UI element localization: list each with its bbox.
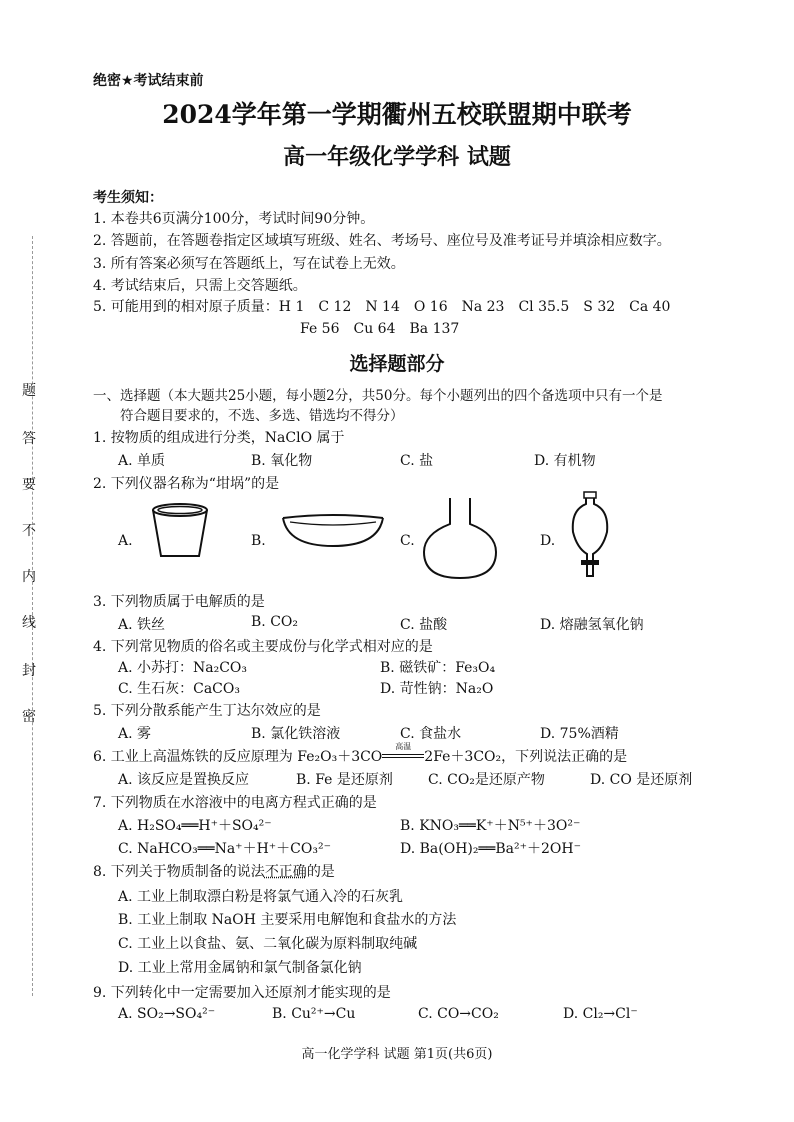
question-stem <box>93 861 335 881</box>
section-title: 选择题部分 <box>349 353 445 375</box>
option-c: C. <box>400 533 415 549</box>
option-d: D. 苛性钠：Na₂O <box>380 681 494 697</box>
question-stem-part: 的是 <box>306 864 335 880</box>
equals-sign <box>382 754 424 758</box>
option-a: A. SO₂→SO₄²⁻ <box>118 1006 216 1022</box>
exam-subtitle: 高一年级化学学科 试题 <box>283 144 511 170</box>
notice-heading: 考生须知： <box>93 190 163 206</box>
option-b: B. KNO₃══K⁺＋N⁵⁺＋3O²⁻ <box>400 818 581 834</box>
option-b: B. 磁铁矿：Fe₃O₄ <box>380 660 496 676</box>
option-d: D. 熔融氢氧化钠 <box>540 617 644 633</box>
page-footer: 高一化学学科 试题 第1页(共6页) <box>301 1047 493 1062</box>
notice-item: Fe 56 Cu 64 Ba 137 <box>300 321 460 337</box>
option-d: D. <box>540 533 556 549</box>
notice-item: 1. 本卷共6页满分100分，考试时间90分钟。 <box>93 211 375 227</box>
option-b: B. 工业上制取 NaOH 主要采用电解饱和食盐水的方法 <box>118 912 457 928</box>
option-b: B. CO₂ <box>251 614 298 630</box>
notice-item: 3. 所有答案必须写在答题纸上，写在试卷上无效。 <box>93 256 405 272</box>
question-stem <box>93 742 628 766</box>
seal-char: 线 <box>22 615 36 631</box>
option-c: C. 食盐水 <box>400 726 462 742</box>
question-stem: 4. 下列常见物质的俗名或主要成份与化学式相对应的是 <box>93 639 433 655</box>
option-d: D. Cl₂→Cl⁻ <box>563 1006 638 1022</box>
crucible-icon <box>145 500 215 562</box>
separatory-funnel-icon <box>565 490 615 586</box>
question-stem-part: 2Fe＋3CO₂，下列说法正确的是 <box>424 749 628 765</box>
evaporating-dish-icon <box>278 510 388 550</box>
option-c: C. CO₂是还原产物 <box>428 772 545 788</box>
option-c: C. NaHCO₃══Na⁺＋H⁺＋CO₃²⁻ <box>118 841 331 857</box>
option-a: A. 该反应是置换反应 <box>118 772 250 788</box>
notice-item: 5. 可能用到的相对原子质量：H 1 C 12 N 14 O 16 Na 23 Cl 35.5 S 32 Ca 40 <box>93 299 671 315</box>
question-stem-part: 6. 工业上高温炼铁的反应原理为 Fe₂O₃＋3CO <box>93 749 383 765</box>
option-b: B. Cu²⁺→Cu <box>272 1006 356 1022</box>
condition-label: 高温 <box>395 742 412 751</box>
option-d: D. 有机物 <box>534 453 596 469</box>
question-stem: 7. 下列物质在水溶液中的电离方程式正确的是 <box>93 795 377 811</box>
option-c: C. CO→CO₂ <box>418 1006 499 1022</box>
option-c: C. 工业上以食盐、氨、二氧化碳为原料制取纯碱 <box>118 936 418 952</box>
seal-char: 答 <box>22 431 36 447</box>
option-b: B. 氯化铁溶液 <box>251 726 341 742</box>
option-a: A. 小苏打：Na₂CO₃ <box>118 660 248 676</box>
option-a: A. 铁丝 <box>118 617 166 633</box>
notice-item: 2. 答题前，在答题卷指定区域填写班级、姓名、考场号、座位号及准考证号并填涂相应数字。 <box>93 233 671 249</box>
option-b: B. Fe 是还原剂 <box>296 772 393 788</box>
exam-title: 2024学年第一学期衢州五校联盟期中联考 <box>162 100 632 129</box>
question-stem-part: 8. 下列关于物质制备的说法 <box>93 864 265 880</box>
option-c: C. 盐酸 <box>400 617 448 633</box>
option-d: D. 工业上常用金属钠和氯气制备氯化钠 <box>118 960 362 976</box>
secret-label: 绝密★考试结束前 <box>93 73 204 89</box>
seal-char: 不 <box>22 523 36 539</box>
seal-char: 内 <box>22 569 36 585</box>
option-a: A. 单质 <box>118 453 166 469</box>
question-stem: 5. 下列分散系能产生丁达尔效应的是 <box>93 703 321 719</box>
option-a: A. 雾 <box>118 726 152 742</box>
part-instructions: 符合题目要求的，不选、多选、错选均不得分） <box>120 408 404 424</box>
seal-char: 要 <box>22 477 36 493</box>
question-stem: 3. 下列物质属于电解质的是 <box>93 594 265 610</box>
question-stem: 2. 下列仪器名称为“坩埚”的是 <box>93 476 280 492</box>
question-stem: 9. 下列转化中一定需要加入还原剂才能实现的是 <box>93 985 391 1001</box>
reaction-condition <box>382 742 424 758</box>
part-instructions: 一、选择题（本大题共25小题，每小题2分，共50分。每个小题列出的四个备选项中只有一个是 <box>93 388 663 404</box>
option-a: A. <box>118 533 133 549</box>
option-a: A. 工业上制取漂白粉是将氯气通入冷的石灰乳 <box>118 889 404 905</box>
option-d: D. Ba(OH)₂══Ba²⁺＋2OH⁻ <box>400 841 581 857</box>
option-a: A. H₂SO₄══H⁺＋SO₄²⁻ <box>118 818 272 834</box>
round-bottom-flask-icon <box>420 496 500 580</box>
option-d: D. CO 是还原剂 <box>590 772 693 788</box>
option-d: D. 75%酒精 <box>540 726 619 742</box>
option-c: C. 生石灰：CaCO₃ <box>118 681 240 697</box>
notice-item: 4. 考试结束后，只需上交答题纸。 <box>93 278 307 294</box>
seal-char: 题 <box>22 383 36 399</box>
seal-char: 密 <box>22 709 36 725</box>
emphasis-text: 不正确 <box>264 864 307 880</box>
option-b: B. <box>251 533 266 549</box>
question-stem: 1. 按物质的组成进行分类，NaClO 属于 <box>93 430 345 446</box>
option-b: B. 氧化物 <box>251 453 313 469</box>
seal-char: 封 <box>22 663 36 679</box>
option-c: C. 盐 <box>400 453 434 469</box>
